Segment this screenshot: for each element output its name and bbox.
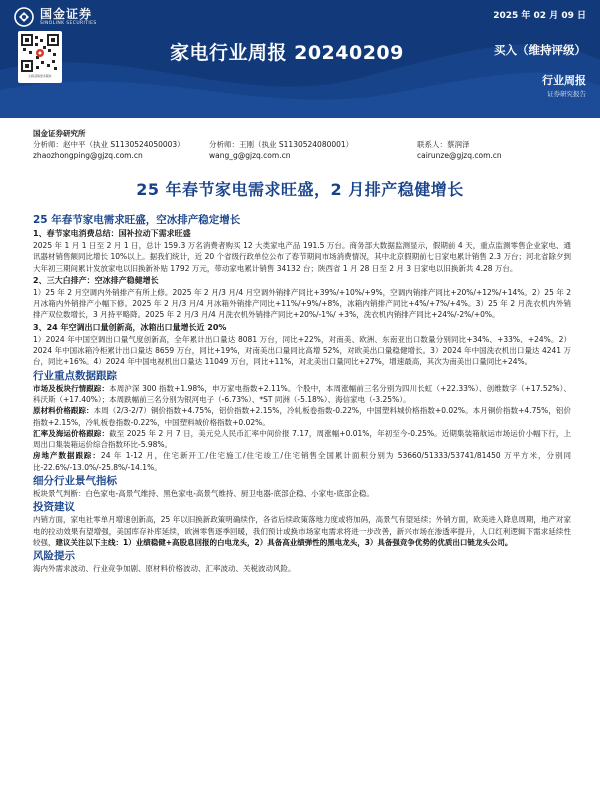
- paragraph: [33, 450, 571, 473]
- paragraph-label: 市场及板块行情跟踪：: [33, 383, 110, 393]
- analyst-row: [33, 139, 573, 150]
- analyst-info: [33, 128, 573, 161]
- paragraph: 1）25 年 2 月空调内外销排产有所上修。2025 年 2 月/3 月/4 月空调外销排产同比+39%/+10%/+9%，空调内销排产同比+20%/+12%/+14%。2）25 年 2 月冰箱内外销排产小幅下修。2025 年 2 月/3 月/4 月冰箱外销排产同比+11%/+9%/+8%，冰箱内销排产同比+4%/+7%/+4%。3）25 年 2 月洗衣机内外销排产双位数增长，3 月持平略降。2025 年 2 月/3 月/4 月洗衣机外销排产同比+20%/-1%/ +3%，洗衣机内销排产同比+24%/-2%/+0%。: [33, 287, 571, 320]
- paragraph-text: 本周沪深 300 指数+1.98%，申万家电指数+2.11%。个股中，本周涨幅前三名分别为四川长虹（+22.33%）、创维数字（+17.52%）、科沃斯（+17.40%）；本周跌幅前三名分别为银河电子（-6.73%）、*ST 同洲（-5.18%）、海信家电（-3.25%）。: [33, 383, 571, 404]
- paragraph: 1）2024 年中国空调出口量气度创新高，全年累计出口量达 8081 万台，同比+22%，对南美、欧洲、东南亚出口数量分别同比+34%、+33%、+24%。2）2024 年中国冰箱冷柜累计出口量达 8659 万台，同比+19%，对南美出口量同比高增 52%，对欧美出口量稳健增长。3）2024 年中国洗衣机出口量达 4241 万台，同比+16%。4）2024 年中国电视机出口量达 11049 万台，同比+11%，对北美出口量同比+27%，增速最高，其次为南美出口量同比+24%。: [33, 334, 571, 367]
- analyst-1: 分析师：赵中平（执业 S1130524050003）: [33, 140, 185, 149]
- logo-name-cn: 国金证券: [40, 6, 93, 21]
- company-logo: [14, 7, 97, 27]
- contact-person: 联系人：蔡润泽: [417, 140, 470, 149]
- contact-email[interactable]: cairunze@gjzq.com.cn: [417, 151, 502, 160]
- paragraph-label: 房地产数据跟踪：: [33, 451, 101, 461]
- logo-name-en: SINOLINK SECURITIES: [40, 20, 97, 26]
- sinolink-logo-icon: [14, 7, 34, 27]
- paragraph: [33, 514, 571, 548]
- paragraph: [33, 383, 571, 406]
- section-title: 25 年春节家电需求旺盛，空冰排产稳定增长: [33, 214, 241, 226]
- section-title: 细分行业景气指标: [33, 475, 117, 488]
- recommendation-text: 建议关注以下主线：1）业绩稳健+高股息回报的白电龙头，2）具备高业绩弹性的黑电龙头，3）具备强竞争优势的优质出口链龙头公司。: [55, 537, 513, 547]
- report-header-banner: [0, 0, 600, 118]
- report-body: [33, 212, 571, 575]
- report-date: 2025 年 02 月 09 日: [493, 11, 586, 21]
- paragraph-text: 本周（2/3-2/7）铜价指数+4.75%，铝价指数+2.15%，冷轧板卷指数-0.22%，中国塑料城价格指数+0.02%。本月铜价指数+4.75%，铝价指数+2.15%，冷轧板卷指数-0.22%，中国塑料城价格指数+0.02%。: [33, 406, 571, 427]
- subsection-title: 2、三大白排产：空冰排产稳健增长: [33, 275, 159, 285]
- paragraph: 2025 年 1 月 1 日至 2 月 1 日，总计 159.3 万名消费者购买 12 大类家电产品 191.5 万台。商务部大数据监测显示，假期前 4 天，重点监测零售企业家电、通讯器材销售额同比增长 10%以上。据我们统计，近 20 个省级行政单位公布了春节期间市场消费情况，其中北京假期前七日家电累计销售 2.3 万台；河北省除夕到大年初三期间累计发放家电以旧换新补贴 1792 万元，带动家电累计销售 34132 台；陕西省 1 月 28 日至 2 月 3 日家电以旧换新共 4.28 万台。: [33, 241, 571, 273]
- subsection-title: 1、春节家电消费总结：国补拉动下需求旺盛: [33, 229, 191, 238]
- paragraph-text: 24 年 1-12 月，住宅新开工/住宅施工/住宅竣工/住宅销售全国累计面积分别为 53660/51333/53741/81450 万平方米，分别同比-22.6%/-13.0%/-25.8%/-14.1%。: [33, 451, 571, 472]
- report-type: 行业周报: [542, 74, 586, 87]
- paragraph-text: 内销方面，家电社零单月增速创新高，25 年以旧换新政策明确续作，各省后续政策落地力度或将加码，高景气有望延续；外销方面，欧美进入降息周期，地产对家电的拉动效果有望增强，美国库存补库延续，欧洲零售逐季回暖，我们预计或换市场家电需求将进一步改善，新兴市场在渗透率提升，人口红利逻辑下需求延续性较强，: [33, 515, 571, 547]
- section-title: 行业重点数据跟踪: [33, 369, 117, 382]
- subsection-title: 3、24 年空调出口量创新高，冰箱出口量增长近 20%: [33, 322, 227, 332]
- paragraph: 板块景气判断：白色家电-高景气维持、黑色家电-高景气维持、厨卫电器-底部企稳、小家电-底部企稳。: [33, 489, 374, 499]
- paragraph-text: 截至 2025 年 2 月 7 日，美元兑人民币汇率中间价报 7.17，周涨幅+0.01%，年初至今-0.25%。近期集装箱航运市场运价小幅下行，上周出口集装箱运价综合指数环比-5.98%。: [33, 428, 571, 450]
- analyst-2-email[interactable]: wang_g@gjzq.com.cn: [209, 151, 291, 160]
- analyst-1-email[interactable]: zhaozhongping@gjzq.com.cn: [33, 151, 143, 160]
- main-headline: 25 年春节家电需求旺盛，2 月排产稳健增长: [136, 180, 464, 199]
- section-title: 风险提示: [33, 550, 75, 563]
- research-institute: 国金证券研究所: [33, 129, 86, 138]
- section-title: 投资建议: [33, 501, 75, 514]
- analyst-email-row: [33, 150, 573, 161]
- paragraph-label: 原材料价格跟踪：: [33, 406, 94, 416]
- qr-caption: 扫码获取更多服务: [28, 74, 52, 78]
- report-title: 家电行业周报 20240209: [170, 42, 404, 64]
- qr-code[interactable]: [18, 31, 62, 83]
- paragraph: 海内外需求波动、行业竞争加剧、原材料价格波动、汇率波动、关税波动风险。: [33, 564, 296, 574]
- paragraph-label: 汇率及海运价格跟踪：: [33, 428, 110, 438]
- analyst-2: 分析师：王刚（执业 S1130524080001）: [209, 140, 354, 149]
- rating-badge: 买入（维持评级）: [494, 43, 586, 57]
- qr-code-icon: [21, 34, 59, 72]
- paragraph: [33, 405, 571, 428]
- paragraph: [33, 428, 571, 451]
- report-subtitle: 证券研究报告: [547, 90, 586, 98]
